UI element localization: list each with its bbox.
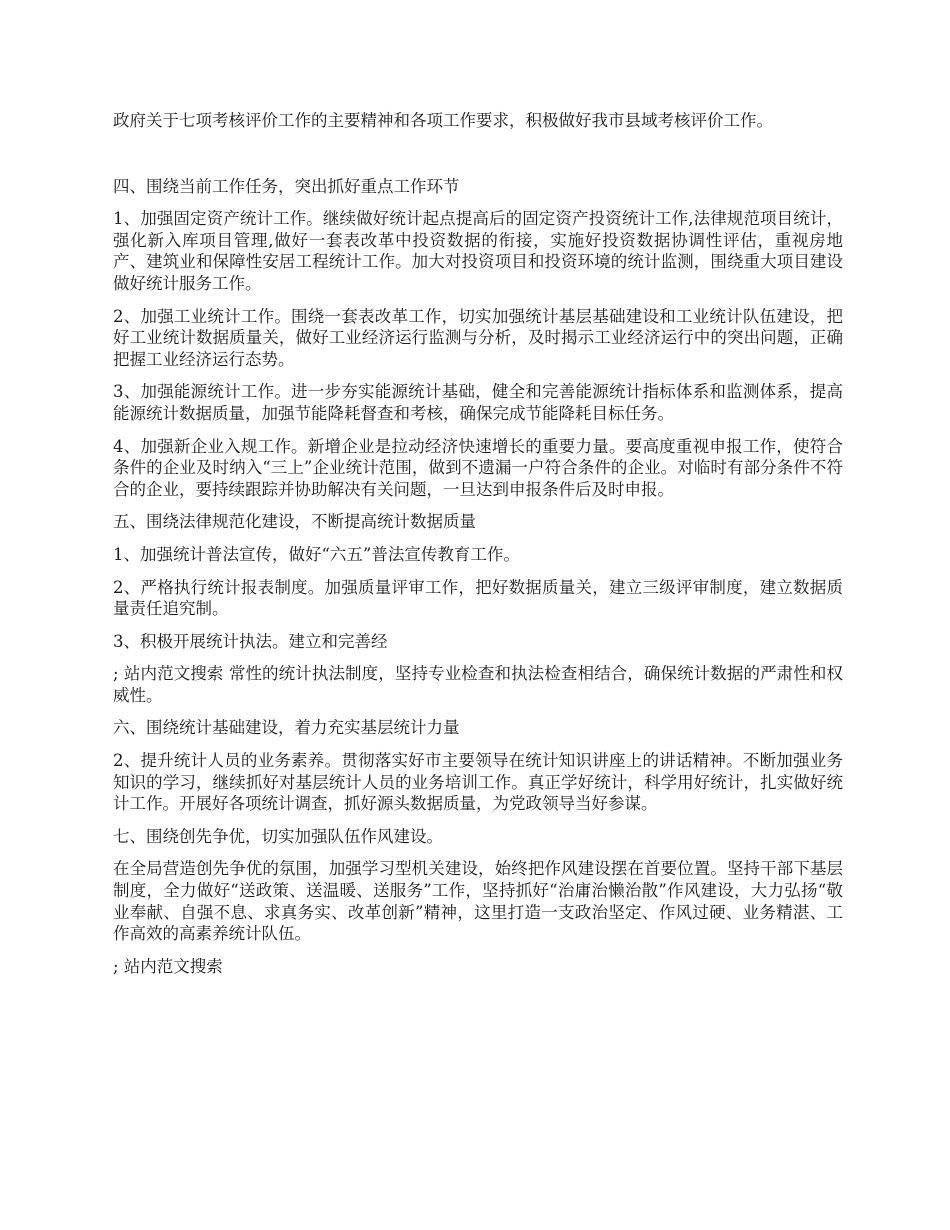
section-heading-4: 四、围绕当前工作任务，突出抓好重点工作环节 xyxy=(113,176,460,196)
section-heading-7: 七、围绕创先争优，切实加强队伍作风建设。 xyxy=(113,826,443,846)
paragraph-5-3-continued: ; 站内范文搜索 常性的统计执法制度，坚持专业检查和执法检查相结合，确保统计数据的严肃性和权威性。 xyxy=(113,664,843,705)
paragraph-intro-continuation: 政府关于七项考核评价工作的主要精神和各项工作要求，积极做好我市县域考核评价工作。 xyxy=(113,111,773,130)
paragraph-6-2: 2、提升统计人员的业务素养。贯彻落实好市主要领导在统计知识讲座上的讲话精神。不断加强业务知识的学习，继续抓好对基层统计人员的业务培训工作。真正学好统计，科学用好统计，扎实做好统计工作。开展好各项统计调查，抓好源头数据质量，为党政领导当好参谋。 xyxy=(113,751,843,814)
document-body xyxy=(113,110,843,988)
paragraph-5-3: 3、积极开展统计执法。建立和完善经 xyxy=(113,631,388,651)
section-heading-6: 六、围绕统计基础建设，着力充实基层统计力量 xyxy=(113,718,460,738)
paragraph-7: 在全局营造创先争优的氛围，加强学习型机关建设，始终把作风建设摆在首要位置。坚持干部下基层制度，全力做好“送政策、送温暖、送服务”工作，坚持抓好“治庸治懒治散”作风建设，大力弘扬“敬业奉献、自强不息、求真务实、改革创新”精神，这里打造一支政治坚定、作风过硬、业务精湛、工作高效的高素养统计队伍。 xyxy=(113,859,843,944)
paragraph-4-2: 2、加强工业统计工作。围绕一套表改革工作，切实加强统计基层基础建设和工业统计队伍建设，把好工业统计数据质量关，做好工业经济运行监测与分析，及时揭示工业经济运行中的突出问题，正确把握工业经济运行态势。 xyxy=(113,306,843,369)
section-heading-5: 五、围绕法律规范化建设，不断提高统计数据质量 xyxy=(113,512,476,532)
paragraph-5-1: 1、加强统计普法宣传，做好“六五”普法宣传教育工作。 xyxy=(113,544,520,564)
paragraph-4-4: 4、加强新企业入规工作。新增企业是拉动经济快速增长的重要力量。要高度重视申报工作，使符合条件的企业及时纳入“三上”企业统计范围，做到不遗漏一户符合条件的企业。对临时有部分条件不符合的企业，要持续跟踪并协助解决有关问题，一旦达到申报条件后及时申报。 xyxy=(113,436,843,499)
paragraph-4-1: 1、加强固定资产统计工作。继续做好统计起点提高后的固定资产投资统计工作,法律规范项目统计，强化新入库项目管理,做好一套表改革中投资数据的衔接，实施好投资数据协调性评估，重视房地产、建筑业和保障性安居工程统计工作。加大对投资项目和投资环境的统计监测，围绕重大项目建设做好统计服务工作。 xyxy=(113,209,843,293)
paragraph-5-2: 2、严格执行统计报表制度。加强质量评审工作，把好数据质量关，建立三级评审制度，建立数据质量责任追究制。 xyxy=(113,577,843,619)
paragraph-4-3: 3、加强能源统计工作。进一步夯实能源统计基础，健全和完善能源统计指标体系和监测体系，提高能源统计数据质量，加强节能降耗督查和考核，确保完成节能降耗目标任务。 xyxy=(113,382,843,423)
site-search-note: ; 站内范文搜索 xyxy=(113,956,223,976)
